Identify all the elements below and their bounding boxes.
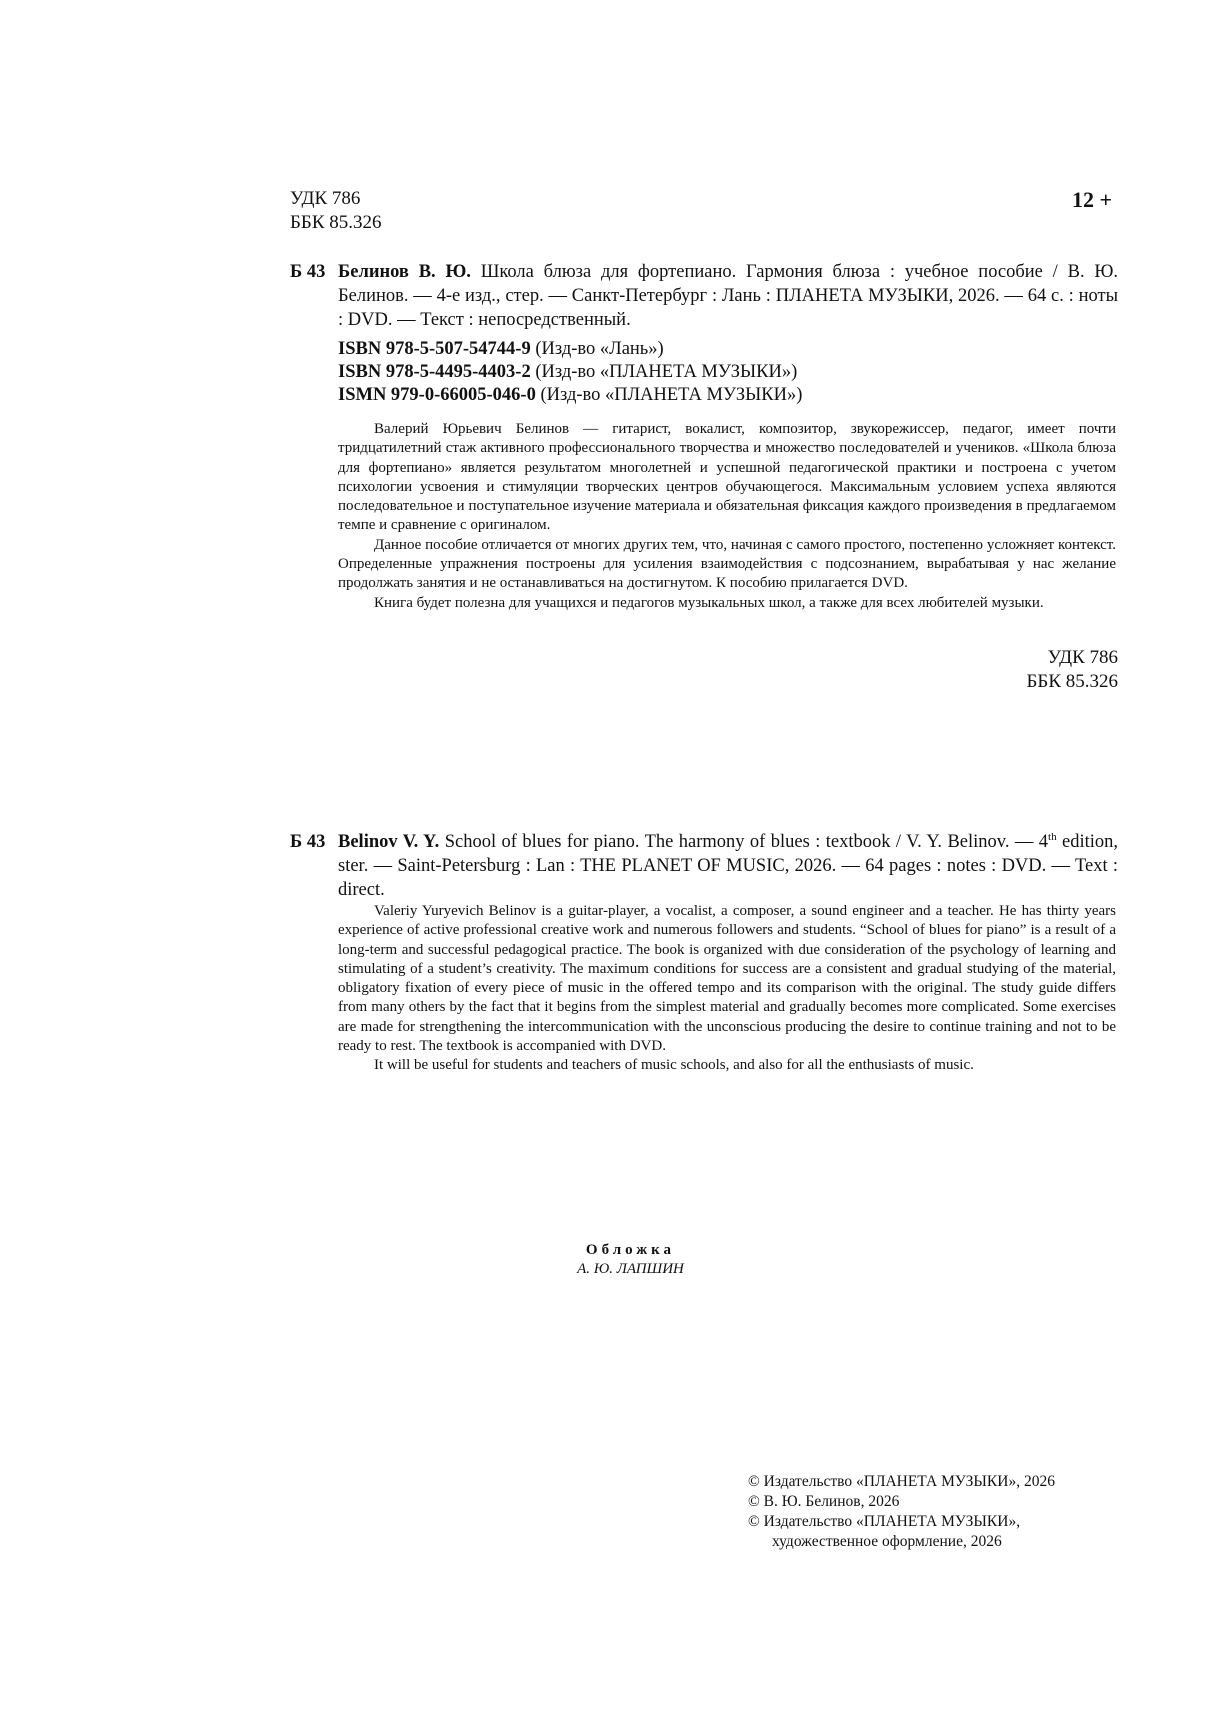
cover-artist-name: А. Ю. ЛАПШИН xyxy=(577,1261,684,1277)
isbn-publisher: (Изд-во «Лань») xyxy=(535,339,664,359)
entry-code: Б 43 xyxy=(290,262,326,282)
udk-code: УДК 786 xyxy=(1047,647,1118,668)
isbn-number: ISMN 979-0-66005-046-0 xyxy=(338,385,536,405)
ru-bibliographic-entry xyxy=(290,260,1118,332)
ru-annotation-paragraph: Данное пособие отличается от многих других тем, что, начиная с самого простого, постепенно усложняет контекст. Определенные упражнения построены для усиления взаимодействия с подсознанием, вырабатывая у нас желание продолжать занятия и не останавливаться на достигнутом. К пособию прилагается DVD. xyxy=(338,536,1116,592)
copyright-line: художественное оформление, 2026 xyxy=(772,1533,1002,1550)
udk-code: УДК 786 xyxy=(290,188,361,209)
en-entry-body xyxy=(338,830,1118,902)
bbk-code: ББК 85.326 xyxy=(1026,671,1118,692)
isbn-number: ISBN 978-5-4495-4403-2 xyxy=(338,362,531,382)
copyright-block xyxy=(748,1472,1055,1552)
en-bibliographic-entry xyxy=(290,830,1118,902)
edition-suffix: th xyxy=(1048,830,1057,843)
edition-number: 4 xyxy=(1038,832,1049,852)
en-annotation-paragraph: It will be useful for students and teachers of music schools, and also for all the enthusiasts of music. xyxy=(374,1057,974,1074)
udk-bbk-top xyxy=(290,187,382,235)
copyright-line: © Издательство «ПЛАНЕТА МУЗЫКИ», xyxy=(748,1513,1021,1530)
en-description-line2: edition, ster. — Saint-Petersburg : Lan : THE PLANET OF MUSIC, 2026. — 64 pages : notes : DVD. — Text : direct. xyxy=(338,832,1119,900)
cover-credit xyxy=(0,1241,1211,1279)
bbk-code: ББК 85.326 xyxy=(290,212,382,233)
ru-author: Белинов В. Ю. xyxy=(338,262,471,282)
isbn-list xyxy=(338,338,802,407)
copyright-line: © В. Ю. Белинов, 2026 xyxy=(748,1493,900,1510)
isbn-row xyxy=(338,361,802,384)
en-annotation xyxy=(338,902,1116,1076)
en-author: Belinov V. Y. xyxy=(338,832,440,852)
entry-code: Б 43 xyxy=(290,832,326,852)
ru-description: Школа блюза для фортепиано. Гармония блюза : учебное пособие / В. Ю. Белинов. — 4-е изд., стер. — Санкт-Петербург : Лань : ПЛАНЕТА МУЗЫКИ, 2026. — 64 с. : ноты : DVD. — Текст : непосредственный. xyxy=(338,262,1119,330)
ru-annotation-paragraph: Валерий Юрьевич Белинов — гитарист, вокалист, композитор, звукорежиссер, педагог, имеет почти тридцатилетний стаж активного профессионального творчества и множество последователей и учеников. «Школа блюза для фортепиано» является результатом многолетней и успешной педагогической практики и построена с учетом психологии усвоения и стимуляции творческих центров обучающегося. Максимальным условием успеха являются последовательное и поступательное изучение материала и обязательная фиксация каждого произведения в предлагаемом темпе и сравнение с оригиналом. xyxy=(338,421,1116,534)
age-rating: 12 + xyxy=(1072,187,1113,212)
isbn-row xyxy=(338,384,802,407)
copyright-line: © Издательство «ПЛАНЕТА МУЗЫКИ», 2026 xyxy=(748,1473,1055,1490)
udk-bbk-right xyxy=(1000,646,1118,694)
ru-annotation-paragraph: Книга будет полезна для учащихся и педагогов музыкальных школ, а также для всех любителей музыки. xyxy=(374,594,1044,611)
en-description-line1: School of blues for piano. The harmony of blues : textbook / V. Y. Belinov. — xyxy=(444,832,1034,852)
cover-title: Обложка xyxy=(585,1242,676,1258)
ru-annotation xyxy=(338,420,1116,613)
en-annotation-paragraph: Valeriy Yuryevich Belinov is a guitar-player, a vocalist, a composer, a sound engineer and a teacher. He has thirty years experience of active professional creative work and numerous followers and students. “School of blues for piano” is a result of a long-term and successful pedagogical practice. The book is organized with due consideration of the psychology of learning and stimulating of a student’s creativity. The maximum conditions for success are a consistent and gradual studying of the material, obligatory fixation of every piece of music in the offered tempo and its comparison with the original. The study guide differs from many others by the fact that it begins from the simplest material and gradually becomes more complicated. Some exercises are made for strengthening the intercommunication with the unconscious producing the desire to continue training and not to be ready to rest. The textbook is accompanied with DVD. xyxy=(338,903,1116,1055)
isbn-publisher: (Изд-во «ПЛАНЕТА МУЗЫКИ») xyxy=(540,385,803,405)
isbn-publisher: (Изд-во «ПЛАНЕТА МУЗЫКИ») xyxy=(535,362,798,382)
ru-entry-body xyxy=(338,260,1118,332)
isbn-row xyxy=(338,338,802,361)
isbn-number: ISBN 978-5-507-54744-9 xyxy=(338,339,531,359)
